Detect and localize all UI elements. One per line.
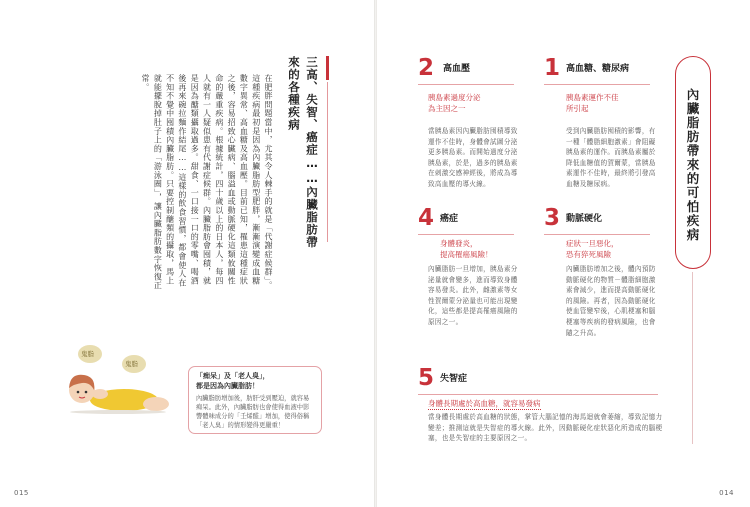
section-subtitle-1: 胰島素運作不佳 [566,93,619,102]
section-body: 內臟脂肪增加之後，體內預防動脈硬化的物質－體脂細胞激素會減少，進而提高動脈硬化的風險。再者，因為動脈硬化使血管變窄後，心肌梗塞和腦梗塞等疾病的發病風險，也會隨之升高。 [566,265,656,337]
section-subtitle-text: 身體長期處於高血糖，就容易發病 [428,399,541,408]
title-guide-line [692,272,693,444]
chapter-heading-block [283,56,329,256]
section-title: 動脈硬化 [566,214,603,224]
section-divider [418,234,514,235]
section-title: 高血糖、糖尿病 [566,64,630,74]
left-page [0,0,374,507]
bubble-label-left: 鬼脂 [81,350,94,358]
section-subtitle-2: 提高罹癌風險！ [440,250,493,259]
section-subtitle-2: 恐有猝死風險 [566,250,611,259]
section-subtitle-2: 所引起 [566,104,589,113]
section-high-blood-sugar [544,56,664,196]
chapter-accent-bar [326,56,329,80]
chapter-body-text: 在肥胖問題當中，尤其令人棘手的就是「代謝症候群」。這種疾病最初是因為內臟脂肪型肥胖，漸漸演變成血糖數字異常、高血糖及高血壓。目前已知，罹患這種症狀之後，容易招致心臟病、腦溢血或動脈硬化這類攸關性命的嚴重疾病。根據統計，四十歲以上的日本人，每四人就有一人疑似患有代謝症候群。內臟脂肪會囤積，就是因為醣類攝取過多。甜食、一口接一口的零嘴、喝酒後再來碗拉麵作結尾……這樣的飲食習慣，都會使人在不知不覺中囤積內臟脂肪。只要控制醣類的攝取，馬上就能擺脫掉肚子上的「游泳圈」，讓內臟脂肪數字恢復正常。 [141,74,273,290]
page-number-left: 015 [14,489,29,497]
woman-lying-icon [56,342,171,414]
section-subtitle-1: 胰島素過度分泌 [428,93,481,102]
section-body: 受到內臟脂肪囤積的影響，有一種「體脂細胞激素」會阻礙胰島素的運作。而胰島素屬於降低血糖值的賀爾蒙，當胰島素運作不佳時，最終將引發高血糖及糖尿病。 [566,127,656,188]
callout-heading-2: 都是因為內臟脂肪！ [196,381,259,390]
chapter-title: 三高、失智、癌症……內臟脂肪帶來的各種疾病 [287,56,319,249]
section-divider [544,234,650,235]
info-callout-box [188,366,322,434]
bubble-label-right: 鬼脂 [125,360,138,368]
chapter-accent-line [327,82,328,242]
section-arteriosclerosis [544,206,664,356]
section-number: 2 [418,55,435,81]
section-divider [418,84,514,85]
section-subtitle-2: 為主因之一 [428,104,466,113]
section-number: 3 [544,205,561,231]
section-subtitle-1: 身體發炎， [440,239,478,248]
section-title: 失智症 [440,374,468,384]
section-number: 5 [418,365,435,391]
section-title: 高血壓 [443,64,471,74]
section-dementia [418,366,668,466]
section-title: 癌症 [440,214,459,224]
section-number: 4 [418,205,435,231]
section-body: 內臟脂肪一旦增加，胰島素分泌量就會變多，進而導致身體容易發炎。此外，雌激素等女性賀爾蒙分泌量也可能出現變化，這些都是提高罹癌風險的原因之一。 [428,265,518,326]
main-title: 內臟脂肪帶來的可怕疾病 [685,88,700,242]
section-high-blood-pressure [418,56,528,196]
section-subtitle-1: 症狀一旦惡化， [566,239,619,248]
callout-body: 內臟脂肪增加後，肪肝受到壓迫，就容易痴呆。此外，內臟脂肪也會使得血液中影響體味成分的「壬烯醛」增加，使得俗稱「老人臭」的情形變得更嚴重！ [196,395,310,429]
callout-heading-1: 「痴呆」及「老人臭」， [196,372,270,380]
section-cancer [418,206,528,346]
section-body: 當身體長期處於高血糖的狀態，掌管大腦記憶的海馬迴就會萎縮，導致記憶力變差；推測這就是失智症的導火線。此外，因動脈硬化症狀惡化所造成的腦梗塞，也是失智症的主要原因之一。 [428,413,663,443]
section-subtitle-1 [428,398,541,409]
lying-woman-illustration [56,342,171,414]
section-divider [544,84,650,85]
section-number: 1 [544,55,561,81]
section-divider [418,394,658,395]
section-body: 當胰島素因內臟脂肪囤積導致運作不佳時，身體會試圖分泌更多胰島素。而開始過度分泌胰島素，於是，過多的胰島素在刺激交感神經後，將成為導致高血壓的導火線。 [428,127,518,188]
main-title-frame [675,56,711,269]
page-number-right: 014 [719,489,734,497]
